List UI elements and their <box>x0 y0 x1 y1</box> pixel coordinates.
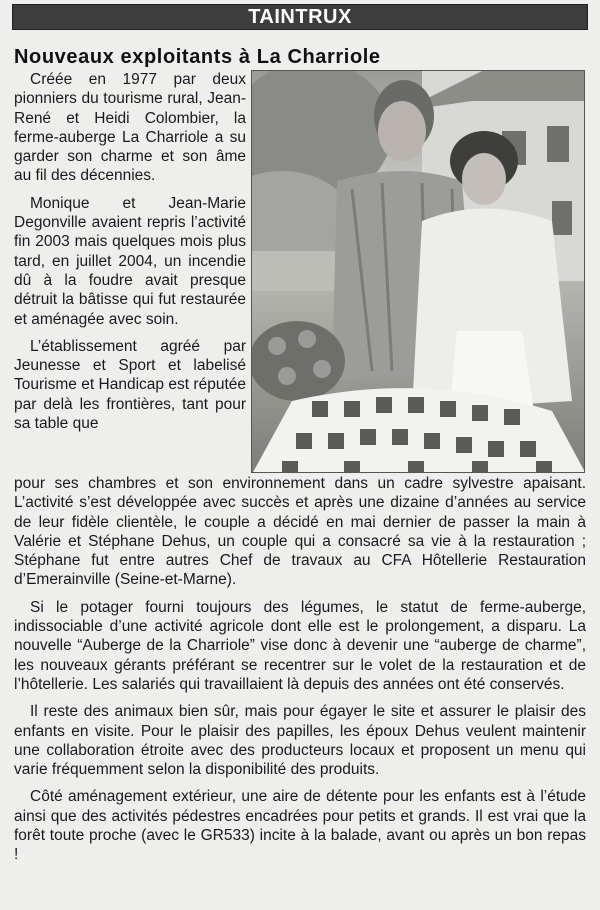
article-paragraph: L’établissement agréé par Jeunesse et Sport et labelisé Tourisme et Handicap est réputée par delà les frontières, tant pour sa table que <box>14 337 246 433</box>
article-headline: Nouveaux exploitants à La Charriole <box>14 46 381 68</box>
article-paragraph: Créée en 1977 par deux pionniers du tourisme rural, Jean-René et Heidi Colombier, la ferme-auberge La Charriole a su garder son charme et son âme au fil des décennies. <box>14 71 246 185</box>
photo-illustration <box>252 71 585 473</box>
article-paragraph-continuation: pour ses chambres et son environnement dans un cadre sylvestre apaisant. L’activité s’est développée avec succès et après une dizaine d’années au service de leur fidèle clientèle, le couple a décidé en mai dernier de passer la main à Valérie et Stéphane Dehus, un couple qui a consacré sa vie à la restauration ; Stéphane fut entre autres Chef de travaux au CFA Hôtellerie Restauration d’Emerainville (Seine-et-Marne). <box>14 475 586 589</box>
section-title: TAINTRUX <box>248 6 352 28</box>
article-wide-column <box>14 474 586 873</box>
article-paragraph: Côté aménagement extérieur, une aire de détente pour les enfants est à l’étude ainsi que des activités pédestres encadrées pour petits et grands. Il est vrai que la forêt toute proche (avec le GR533) incite à la balade, avant ou après un bon repas ! <box>14 788 586 864</box>
article-paragraph: Il reste des animaux bien sûr, mais pour égayer le site et assurer le plaisir des enfants en visite. Pour le plaisir des papilles, les époux Dehus veulent maintenir une collaboration étroite avec des producteurs locaux et proposent un menu qui varie fréquemment selon la disponibilité des produits. <box>14 703 586 779</box>
article-paragraph: Monique et Jean-Marie Degonville avaient repris l’activité fin 2003 mais quelques mois plus tard, en juillet 2004, un incendie dû à la foudre avait presque détruit la bâtisse qui fut restaurée et aménagée avec soin. <box>14 194 246 328</box>
article-photo <box>251 70 585 473</box>
article-left-column <box>14 70 246 433</box>
section-banner <box>12 4 588 30</box>
article-paragraph: Si le potager fourni toujours des légumes, le statut de ferme-auberge, indissociable d’une activité agricole dont elle est le prolongement, a disparu. La nouvelle “Auberge de la Charriole” vise donc à devenir une “auberge de charme”, les nouveaux gérants préférant se recentrer sur le volet de la restauration et de l’hôtellerie. Les salariés qui travaillaient là depuis des années ont été conservés. <box>14 598 586 693</box>
